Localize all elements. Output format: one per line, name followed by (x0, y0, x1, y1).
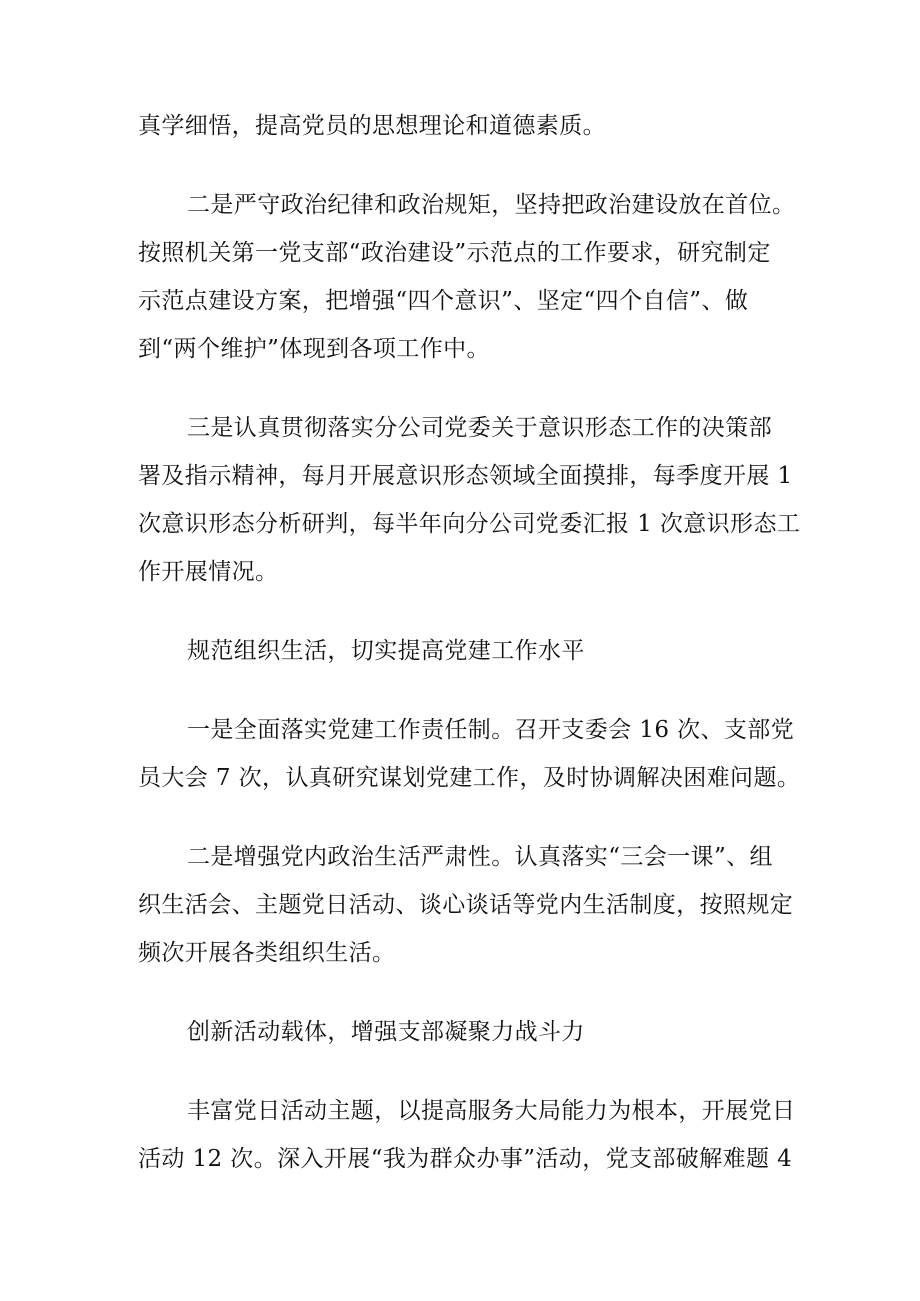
paragraph-start: 一是全面落实党建工作责任制。召开支委会 16 次、支部党 (187, 717, 795, 743)
text-line: 到“两个维护”体现到各项工作中。 (138, 336, 490, 362)
section-heading: 规范组织生活，切实提高党建工作水平 (187, 638, 585, 664)
paragraph-start: 二是增强党内政治生活严肃性。认真落实“三会一课”、组 (187, 844, 773, 870)
text-line: 按照机关第一党支部“政治建设”示范点的工作要求，研究制定 (138, 240, 771, 266)
text-line: 活动 12 次。深入开展“我为群众办事”活动，党支部破解难题 4 (138, 1146, 793, 1172)
text-line: 真学细悟，提高党员的思想理论和道德素质。 (138, 113, 606, 139)
paragraph-start: 三是认真贯彻落实分公司党委关于意识形态工作的决策部 (187, 415, 772, 441)
section-heading: 创新活动载体，增强支部凝聚力战斗力 (187, 1019, 585, 1045)
text-line: 作开展情况。 (138, 559, 279, 585)
text-line: 示范点建设方案，把增强“四个意识”、坚定“四个自信”、做 (138, 288, 749, 314)
text-line: 次意识形态分析研判，每半年向分公司党委汇报 1 次意识形态工 (138, 511, 801, 537)
text-line: 织生活会、主题党日活动、谈心谈话等党内生活制度，按照规定 (138, 892, 794, 918)
text-line: 署及指示精神，每月开展意识形态领域全面摸排，每季度开展 1 (138, 463, 793, 489)
paragraph-start: 二是严守政治纪律和政治规矩，坚持把政治建设放在首位。 (187, 192, 796, 218)
text-line: 频次开展各类组织生活。 (138, 940, 396, 966)
text-line: 员大会 7 次，认真研究谋划党建工作，及时协调解决困难问题。 (138, 765, 801, 791)
paragraph-start: 丰富党日活动主题，以提高服务大局能力为根本，开展党日 (187, 1098, 796, 1124)
